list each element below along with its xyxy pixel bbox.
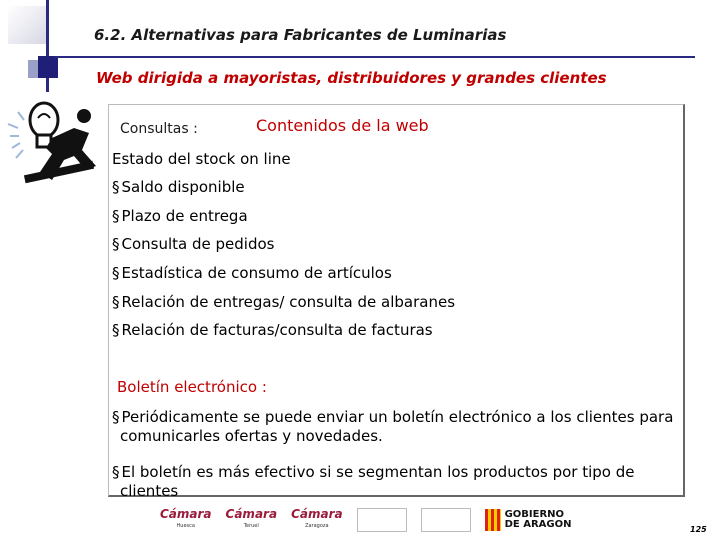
bullet-icon: § — [112, 292, 120, 311]
bullet-icon: § — [112, 235, 120, 254]
gobierno-aragon-logo: GOBIERNO DE ARAGON — [485, 509, 572, 531]
decor-square-dark — [38, 56, 58, 78]
secretaria-logo — [421, 508, 471, 532]
bullet-icon: § — [112, 463, 120, 481]
decor-vertical-line — [46, 0, 49, 92]
slide-subtitle: Web dirigida a mayoristas, distribuidores y grandes clientes — [96, 69, 607, 87]
list-item: § Relación de facturas/consulta de facturas — [112, 321, 433, 340]
list-item: § Plazo de entrega — [112, 206, 248, 225]
camara-zaragoza-logo: Cámara Zaragoza — [291, 507, 343, 529]
ministerio-logo — [357, 508, 407, 532]
list-item: § Relación de entregas/ consulta de albaranes — [112, 292, 456, 311]
contenidos-heading: Contenidos de la web — [256, 116, 429, 135]
decor-square-light — [8, 6, 46, 44]
consultas-label: Consultas : — [120, 121, 198, 137]
list-item: § Consulta de pedidos — [112, 235, 275, 254]
bullet-icon: § — [112, 264, 120, 283]
bullet-icon: § — [112, 178, 120, 196]
camara-huesca-logo: Cámara Huesca — [160, 507, 212, 529]
list-item: § Saldo disponible — [112, 178, 245, 196]
list-item: § El boletín es más efectivo si se segmentan los productos por tipo de clientes — [112, 463, 635, 500]
bullet-icon: § — [112, 206, 120, 225]
bullet-icon: § — [112, 321, 120, 340]
sponsor-footer — [160, 500, 571, 540]
camara-teruel-logo: Cámara Teruel — [225, 507, 278, 529]
slide-title: 6.2. Alternativas para Fabricantes de Luminarias — [94, 26, 507, 44]
page-number: 125 — [690, 525, 707, 534]
boletin-title: Boletín electrónico : — [117, 378, 267, 396]
list-item: § Estadística de consumo de artículos — [112, 264, 392, 283]
list-item: § Periódicamente se puede enviar un boletín electrónico a los clientes para comunicarles ofertas y novedades. — [112, 408, 674, 445]
decor-horizontal-line — [55, 56, 695, 58]
bullet-icon: § — [112, 408, 120, 426]
lightbulb-runner-icon — [4, 88, 104, 188]
stock-feature-list — [112, 177, 455, 349]
aragon-shield-icon — [485, 509, 501, 531]
stock-title: Estado del stock on line — [112, 150, 291, 168]
